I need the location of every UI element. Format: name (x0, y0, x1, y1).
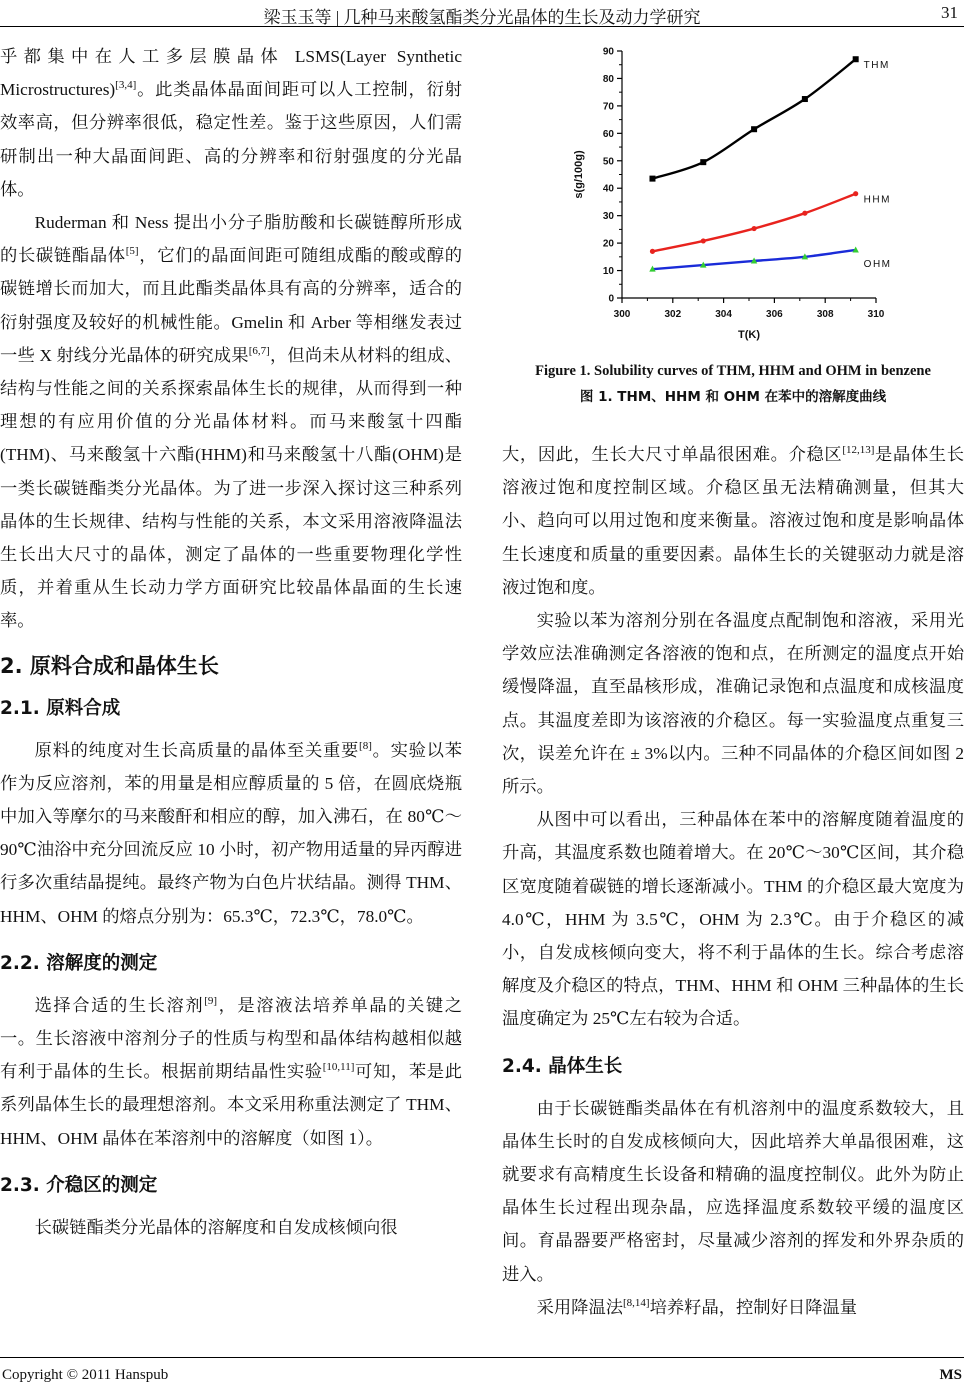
series-label-thm: THM (863, 60, 890, 72)
figure-1 (502, 36, 964, 416)
subsection-heading: 2.3. 介稳区的测定 (0, 1174, 158, 1196)
y-tick-label: 50 (602, 156, 614, 168)
data-point-thm (700, 159, 706, 165)
citation[interactable]: [10,11] (322, 1061, 355, 1074)
y-tick-label: 20 (602, 238, 614, 250)
page-number: 31 (941, 3, 958, 22)
paragraph: 长碳链酯类分光晶体的溶解度和自发成核倾向很 (34, 1217, 398, 1237)
x-axis-title: T(K) (738, 329, 760, 341)
data-point-hhm (853, 191, 858, 196)
series-line-thm (652, 59, 855, 178)
y-tick-label: 0 (608, 293, 614, 305)
page-header (0, 0, 964, 27)
paragraph: 选择合适的生长溶剂[9]，是溶液法培养单晶的关键之一。生长溶液中溶剂分子的性质与构型和晶体结构越相似越有利于晶体的生长。根据前期结晶性实验[10,11]可知，苯是此系列晶体生长的最理想溶剂。本文采用称重法测定了 THM、HHM、OHM 晶体在苯溶剂中的溶解度（如图 1）。 (0, 994, 462, 1148)
paragraph: 由于长碳链酯类晶体在有机溶剂中的温度系数较大，且晶体生长时的自发成核倾向大，因此培养大单晶很困难，这就要求有高精度生长设备和精确的温度控制仪。此外为防止晶体生长过程出现杂晶，应选择温度系数较平缓的温度区间。育晶器要严格密封，尽量减少溶剂的挥发和外界杂质的进入。 (502, 1098, 964, 1284)
y-tick-label: 60 (602, 128, 614, 140)
y-tick-label: 10 (602, 266, 614, 278)
y-tick-label: 90 (602, 46, 614, 58)
citation[interactable]: [6,7] (248, 344, 270, 357)
citation[interactable]: [9] (204, 994, 218, 1007)
data-point-hhm (701, 238, 706, 243)
citation[interactable]: [8,14] (623, 1296, 650, 1309)
paragraph: Ruderman 和 Ness 提出小分子脂肪酸和长碳链醇所形成的长碳链酯晶体[5]，它们的晶面间距可随组成酯的酸或醇的碳链增长而加大，而且此酯类晶体具有高的分辨率，适合的衍射强度及较好的机械性能。Gmelin 和 Arber 等相继发表过一些 X 射线分光晶体的研究成果[6,7]，但尚未从材料的组成、结构与性能之间的关系探索晶体生长的规律，从而得到一种理想的有应用价值的分光晶体材料。而马来酸氢十四酯(THM)、马来酸氢十六酯(HHM)和马来酸氢十八酯(OHM)是一类长碳链酯类分光晶体。为了进一步深入探讨这三种系列晶体的生长规律、结构与性能的关系，本文采用溶液降温法生长出大尺寸的晶体，测定了晶体的一些重要物理化学性质，并着重从生长动力学方面研究比较晶体晶面的生长速率。 (0, 213, 462, 631)
running-title: 梁玉玉等 | 几种马来酸氢酯类分光晶体的生长及动力学研究 (263, 8, 701, 27)
series-line-hhm (652, 194, 855, 252)
y-tick-label: 40 (602, 183, 614, 195)
paragraph: 采用降温法[8,14]培养籽晶，控制好日降温量 (536, 1296, 857, 1317)
page-footer (0, 1357, 964, 1387)
x-tick-label: 308 (816, 309, 834, 320)
citation[interactable]: [5] (125, 245, 139, 258)
series-label-ohm: OHM (863, 258, 892, 270)
y-tick-label: 30 (602, 211, 614, 223)
x-tick-label: 310 (867, 309, 885, 320)
x-tick-label: 306 (766, 309, 783, 320)
data-point-hhm (650, 249, 655, 254)
paragraph: 实验以苯为溶剂分别在各温度点配制饱和溶液，采用光学效应法准确测定各溶液的饱和点，在所测定的温度点开始缓慢降温，直至晶核形成，准确记录饱和点温度和成核温度点。其温度差即为该溶液的介稳区。每一实验温度点重复三次，误差允许在 ± 3%以内。三种不同晶体的介稳区间如图 2 所示。 (502, 611, 964, 797)
paragraph: 从图中可以看出，三种晶体在苯中的溶解度随着温度的升高，其温度系数也随着增大。在 20℃～30℃区间，其介稳区宽度随着碳链的增长逐渐减小。THM 的介稳区最大宽度为 4.0℃，HHM 为 3.5℃，OHM 为 2.3℃。由于介稳区的减小，自发成核倾向变大，将不利于晶体的生长。综合考虑溶解度及介稳区的特点，THM、HHM 和 OHM 三种晶体的生长温度确定为 25℃左右较为合适。 (502, 810, 964, 1029)
figure-caption-en: Figure 1. Solubility curves of THM, HHM and OHM in benzene (535, 363, 931, 379)
paragraph: 大，因此，生长大尺寸单晶很困难。介稳区[12,13]是晶体生长溶液过饱和度控制区域。介稳区虽无法精确测量，但其大小、趋向可以用过饱和度来衡量。溶液过饱和度是影响晶体生长速度和质量的重要因素。晶体生长的关键驱动力就是溶液过饱和度。 (502, 444, 964, 597)
chart-series (649, 56, 891, 271)
left-column (0, 40, 462, 1244)
data-point-thm (649, 176, 655, 182)
citation[interactable]: [8] (359, 739, 372, 752)
y-tick-label: 70 (602, 101, 614, 113)
figure-caption-zh: 图 1. THM、HHM 和 OHM 在苯中的溶解度曲线 (579, 389, 887, 405)
subsection-heading: 2.4. 晶体生长 (502, 1055, 623, 1077)
data-point-thm (802, 96, 808, 102)
journal-abbrev: MS (939, 1367, 962, 1383)
series-label-hhm: HHM (863, 194, 891, 206)
data-point-thm (853, 56, 859, 62)
solubility-chart (502, 36, 964, 356)
y-axis-title: s(g/100g) (573, 150, 585, 199)
copyright: Copyright © 2011 Hanspub (2, 1367, 169, 1383)
subsection-heading: 2.1. 原料合成 (0, 697, 121, 719)
x-tick-label: 302 (664, 309, 682, 320)
x-tick-label: 304 (715, 309, 732, 320)
citation[interactable]: [12,13] (842, 444, 875, 456)
paragraph: 乎都集中在人工多层膜晶体 LSMS(Layer Synthetic Microstructures)[3,4]。此类晶体晶面间距可以人工控制，衍射效率高，但分辨率很低，稳定性差。鉴于这些原因，人们需研制出一种大晶面间距、高的分辨率和衍射强度的分光晶体。 (0, 47, 462, 199)
citation[interactable]: [3,4] (115, 79, 137, 92)
y-tick-label: 80 (602, 73, 614, 85)
paragraph: 原料的纯度对生长高质量的晶体至关重要[8]。实验以苯作为反应溶剂，苯的用量是相应醇质量的 5 倍，在圆底烧瓶中加入等摩尔的马来酸酐和相应的醇，加入沸石，在 80℃～90℃油浴中充分回流反应 10 小时，初产物用适量的异丙醇进行多次重结晶提纯。最终产物为白色片状结晶。测得 THM、HHM、OHM 的熔点分别为：65.3℃，72.3℃，78.0℃。 (0, 739, 462, 926)
right-column (502, 438, 964, 1324)
data-point-hhm (751, 226, 756, 231)
subsection-heading: 2.2. 溶解度的测定 (0, 952, 158, 974)
data-point-hhm (802, 211, 807, 216)
data-point-thm (751, 126, 757, 132)
section-heading: 2. 原料合成和晶体生长 (0, 653, 219, 678)
x-tick-label: 300 (613, 309, 631, 320)
chart-axes (603, 47, 885, 321)
